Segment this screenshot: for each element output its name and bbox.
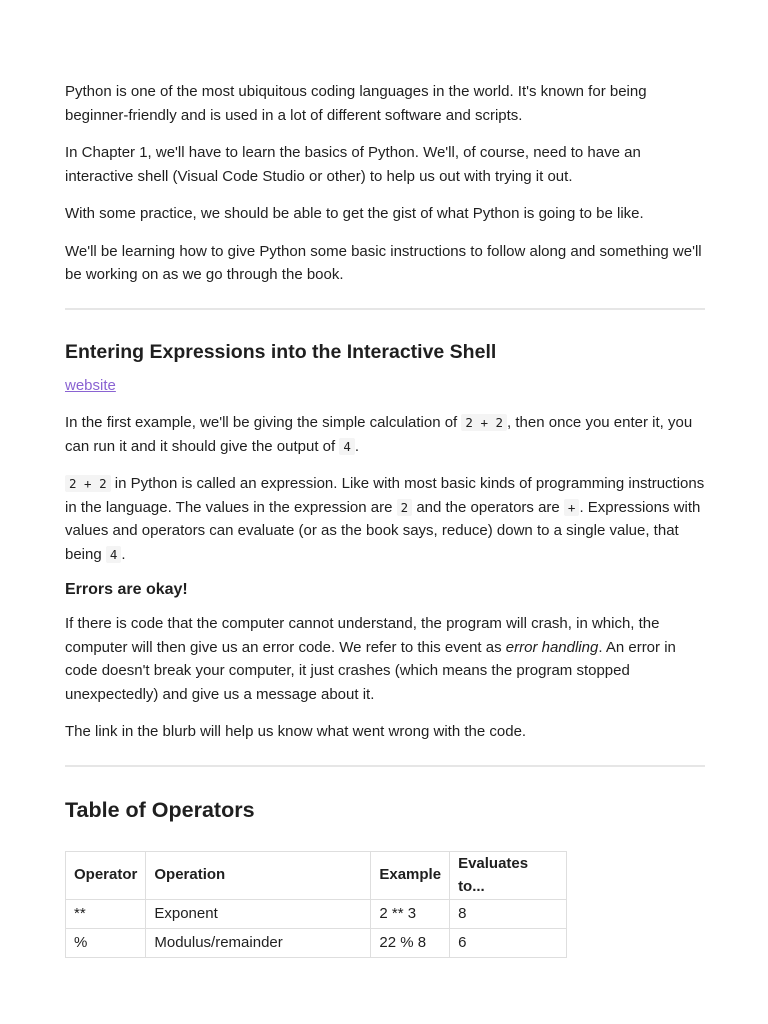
text-span: . An error in code doesn't break your computer, it just crashes (which means the program stopped unexpectedly) and give us a message about it. bbox=[65, 638, 676, 703]
intro-paragraph-1: Python is one of the most ubiquitous coding languages in the world. It's known for being beginner-friendly and is used in a lot of different software and scripts. bbox=[65, 83, 647, 124]
inline-code: 4 bbox=[339, 438, 355, 455]
table-cell: Modulus/remainder bbox=[146, 928, 371, 957]
table-cell: 6 bbox=[450, 928, 567, 957]
section-divider-1 bbox=[65, 308, 705, 310]
expressions-paragraph-2 bbox=[65, 472, 705, 566]
text-span: If there is code that the computer cannot understand, the program will crash, in which, the computer will then give us an error code. We refer to this event as bbox=[65, 615, 660, 656]
table-cell: ** bbox=[66, 899, 146, 928]
column-header: Evaluates to... bbox=[450, 851, 567, 899]
table-cell: 22 % 8 bbox=[371, 928, 450, 957]
text-span: in Python is called an expression. Like with most basic kinds of programming instructions in the language. The values in the expression are bbox=[65, 475, 705, 516]
column-header: Operator bbox=[66, 851, 146, 899]
table-row bbox=[66, 928, 567, 957]
errors-paragraph-2: The link in the blurb will help us know what went wrong with the code. bbox=[65, 723, 527, 740]
inline-code: 2 bbox=[397, 499, 413, 516]
errors-paragraph-1 bbox=[65, 612, 705, 706]
text-span: . bbox=[354, 437, 360, 455]
subheading-errors: Errors are okay! bbox=[65, 581, 188, 598]
article-body bbox=[65, 80, 705, 958]
table-cell: % bbox=[66, 928, 146, 957]
text-span: . Expressions with values and operators can evaluate (or as the book says, reduce) down to a single value, that being bbox=[65, 498, 701, 563]
table-cell: 2 ** 3 bbox=[371, 899, 450, 928]
inline-code: + bbox=[564, 499, 580, 516]
inline-code: 2 + 2 bbox=[461, 414, 507, 431]
website-link[interactable]: website bbox=[65, 376, 116, 394]
intro-paragraph-3: With some practice, we should be able to get the gist of what Python is going to be like. bbox=[65, 205, 644, 222]
table-cell: 8 bbox=[450, 899, 567, 928]
inline-code: 4 bbox=[106, 546, 122, 563]
section-heading-operators: Table of Operators bbox=[65, 797, 255, 822]
text-span: . bbox=[121, 545, 126, 563]
expressions-paragraph-1 bbox=[65, 411, 705, 458]
text-span: , then once you enter it, you can run it and it should give the output of bbox=[65, 414, 693, 455]
operators-table bbox=[65, 851, 567, 958]
inline-code: 2 + 2 bbox=[65, 475, 111, 492]
table-header-row bbox=[66, 851, 567, 899]
section-divider-2 bbox=[65, 765, 705, 767]
intro-paragraph-2: In Chapter 1, we'll have to learn the basics of Python. We'll, of course, need to have an interactive shell (Visual Code Studio or other) to help us out with trying it out. bbox=[65, 144, 641, 185]
column-header: Example bbox=[371, 851, 450, 899]
table-cell: Exponent bbox=[146, 899, 371, 928]
table-row bbox=[66, 899, 567, 928]
text-span: and the operators are bbox=[412, 498, 564, 516]
emphasis-text: error handling bbox=[505, 638, 599, 656]
section-heading-expressions: Entering Expressions into the Interactive Shell bbox=[65, 340, 497, 363]
intro-paragraph-4: We'll be learning how to give Python some basic instructions to follow along and something we'll be working on as we go through the book. bbox=[65, 242, 702, 283]
column-header: Operation bbox=[146, 851, 371, 899]
text-span: In the first example, we'll be giving the simple calculation of bbox=[65, 414, 462, 431]
